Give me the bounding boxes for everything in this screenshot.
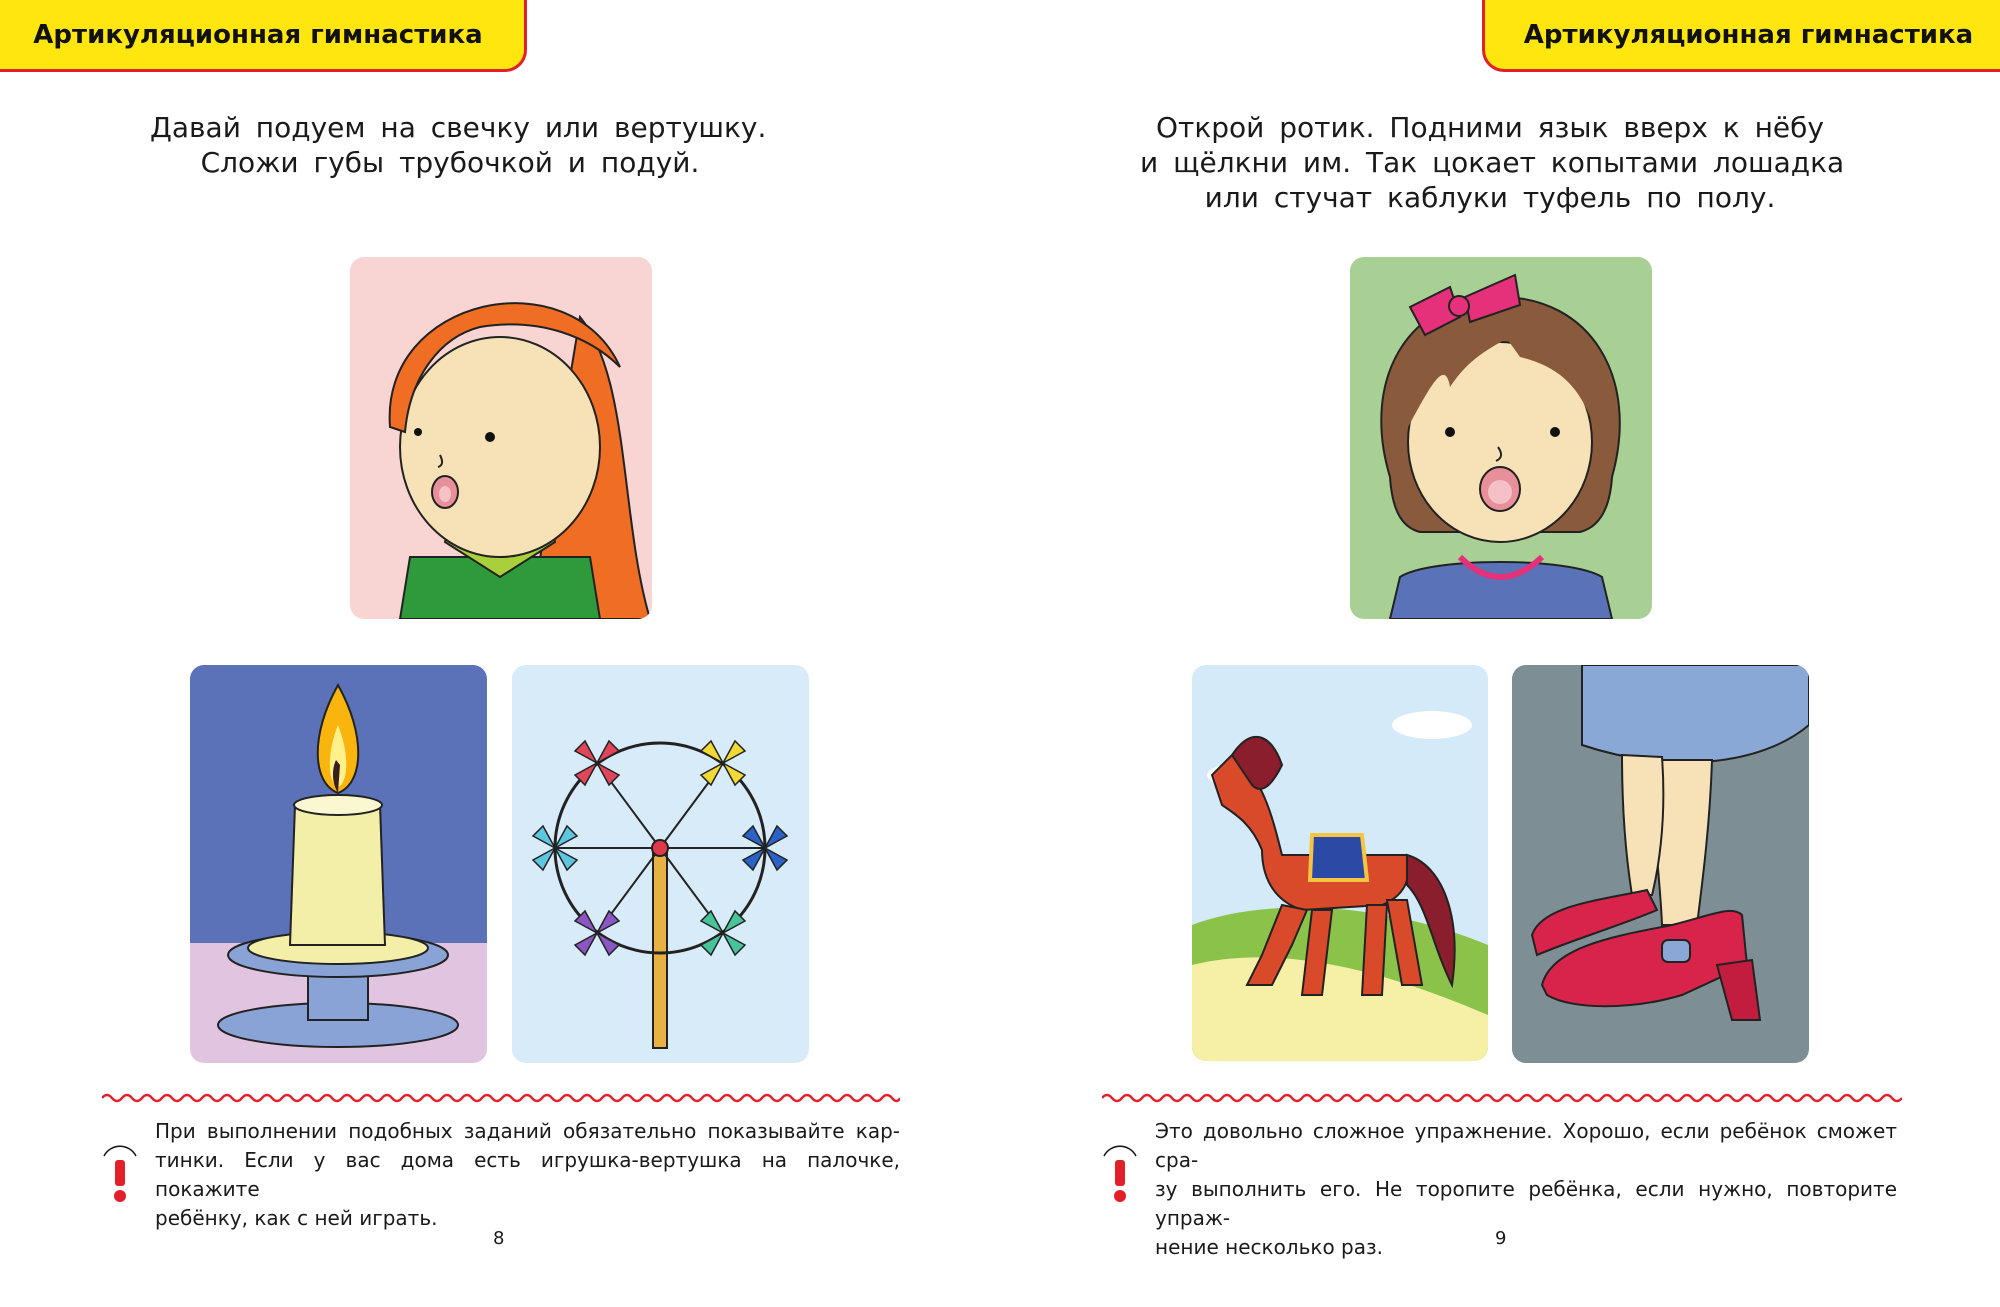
right-page [1000,0,2000,1307]
adult-note: При выполнении подобных заданий обязательно показывайте кар- тинки. Если у вас дома есть игрушка-вертушка на палочке, покажите ребёнку, как с ней играть. [155,1119,900,1230]
page-number: 9 [1495,1228,1507,1249]
girl-clicking-tongue-illustration [1350,257,1652,619]
instruction-text: Открой ротик. Подними язык вверх к нёбу и щёлкни им. Так цокает копытами лошадка или стучат каблуки туфель по полу. [1140,111,1845,214]
page-number: 8 [493,1228,505,1249]
for-adults-badge-icon [100,1112,140,1208]
instruction-text: Давай подуем на свечку или вертушку. Сложи губы трубочкой и подуй. [150,111,767,179]
for-adults-badge-icon [1100,1112,1140,1208]
section-header-tab: Артикуляционная гимнастика [0,0,527,72]
adult-note: Это довольно сложное упражнение. Хорошо, если ребёнок сможет сра- зу выполнить его. Не торопите ребёнка, если нужно, повторите упраж- нение несколько раз. [1155,1119,1897,1259]
shoe-illustration [1512,665,1809,1063]
section-header-tab: Артикуляционная гимнастика [1482,0,2000,72]
horse-illustration [1192,665,1488,1061]
divider-line [1102,1090,1902,1106]
candle-illustration [190,665,487,1063]
pinwheel-wheel-illustration [512,665,809,1063]
girl-blowing-illustration [350,257,652,619]
divider-line [102,1090,900,1106]
